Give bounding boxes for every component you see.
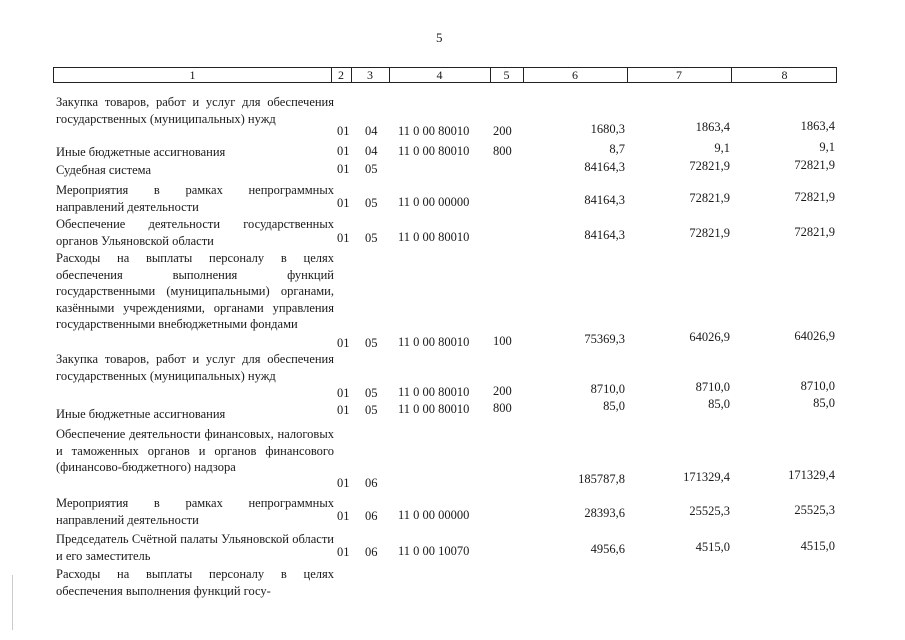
cell-csr: 11 0 00 80010 — [398, 402, 470, 416]
cell-pr: 05 — [365, 162, 378, 176]
cell-col7: 64026,9 — [689, 330, 730, 344]
cell-col8: 85,0 — [813, 396, 835, 410]
cell-vr: 200 — [493, 124, 512, 138]
cell-col8: 4515,0 — [800, 539, 835, 553]
cell-col8: 25525,3 — [794, 503, 835, 517]
cell-rz: 01 — [337, 162, 350, 176]
cell-col8: 72821,9 — [794, 158, 835, 172]
row-description: Мероприятия в рамках непрограммных направлений деятельности — [56, 183, 334, 214]
cell-rz: 01 — [337, 124, 350, 138]
row-description: Обеспечение деятельности государственных органов Ульяновской области — [56, 217, 334, 248]
cell-col7: 25525,3 — [689, 504, 730, 518]
cell-col8: 72821,9 — [794, 225, 835, 239]
cell-col6: 84164,3 — [584, 160, 625, 174]
header-col-4: 4 — [436, 68, 443, 82]
header-col-6: 6 — [572, 68, 578, 82]
cell-csr: 11 0 00 80010 — [398, 144, 470, 158]
row-description: Обеспечение деятельности финансовых, налоговых и таможенных органов и органов финансового (финансово-бюджетного) надзора — [56, 427, 334, 475]
cell-col8: 8710,0 — [800, 379, 835, 393]
cell-pr: 05 — [365, 196, 378, 210]
row-description: Закупка товаров, работ и услуг для обеспечения государственных (муниципальных) нужд — [56, 352, 334, 383]
cell-rz: 01 — [337, 476, 350, 490]
cell-rz: 01 — [337, 509, 350, 523]
cell-col7: 85,0 — [708, 397, 730, 411]
header-col-3: 3 — [367, 68, 373, 82]
cell-vr: 800 — [493, 144, 512, 158]
cell-col7: 1863,4 — [695, 120, 730, 134]
cell-pr: 05 — [365, 231, 378, 245]
cell-rz: 01 — [337, 386, 350, 400]
cell-rz: 01 — [337, 403, 350, 417]
row-description: Председатель Счётной палаты Ульяновской области и его заместитель — [56, 532, 334, 563]
row-description: Иные бюджетные ассигнования — [56, 407, 226, 421]
cell-col7: 72821,9 — [689, 191, 730, 205]
row-description: Расходы на выплаты персоналу в целях обеспечения выполнения функций госу- — [56, 567, 334, 598]
cell-rz: 01 — [337, 231, 350, 245]
cell-col7: 72821,9 — [689, 226, 730, 240]
cell-pr: 04 — [365, 124, 378, 138]
cell-col8: 1863,4 — [800, 119, 835, 133]
row-description: Иные бюджетные ассигнования — [56, 145, 226, 159]
row-description: Расходы на выплаты персоналу в целях обеспечения выполнения функций государственными (муниципальными) органами, казёнными учреждениями, органами управления государственными внебюджетными фондами — [56, 251, 334, 332]
row-description: Закупка товаров, работ и услуг для обеспечения государственных (муниципальных) нужд — [56, 95, 334, 126]
header-col-2: 2 — [338, 68, 344, 82]
cell-rz: 01 — [337, 336, 350, 350]
table-header — [53, 67, 837, 83]
row-description: Судебная система — [56, 163, 152, 177]
scan-margin-line — [12, 575, 13, 630]
cell-csr: 11 0 00 80010 — [398, 124, 470, 138]
cell-vr: 100 — [493, 334, 512, 348]
cell-col8: 64026,9 — [794, 329, 835, 343]
cell-pr: 06 — [365, 476, 378, 490]
cell-col8: 9,1 — [819, 140, 835, 154]
cell-col6: 4956,6 — [590, 542, 625, 556]
cell-csr: 11 0 00 10070 — [398, 544, 470, 558]
cell-rz: 01 — [337, 196, 350, 210]
cell-col6: 185787,8 — [578, 472, 625, 486]
cell-csr: 11 0 00 80010 — [398, 230, 470, 244]
cell-col6: 75369,3 — [584, 332, 625, 346]
header-col-7: 7 — [676, 68, 682, 82]
cell-col6: 84164,3 — [584, 193, 625, 207]
cell-col7: 8710,0 — [695, 380, 730, 394]
cell-vr: 200 — [493, 384, 512, 398]
cell-col8: 171329,4 — [788, 468, 835, 482]
cell-col6: 8710,0 — [590, 382, 625, 396]
page-number: 5 — [436, 30, 443, 45]
cell-col7: 4515,0 — [695, 540, 730, 554]
cell-col8: 72821,9 — [794, 190, 835, 204]
cell-pr: 04 — [365, 144, 378, 158]
cell-vr: 800 — [493, 401, 512, 415]
cell-col6: 8,7 — [609, 142, 625, 156]
cell-col7: 72821,9 — [689, 159, 730, 173]
cell-csr: 11 0 00 00000 — [398, 508, 470, 522]
header-col-1: 1 — [189, 68, 196, 82]
cell-col7: 171329,4 — [683, 470, 730, 484]
cell-col6: 85,0 — [603, 399, 625, 413]
header-col-5: 5 — [503, 68, 510, 82]
cell-pr: 06 — [365, 509, 378, 523]
cell-col6: 1680,3 — [590, 122, 625, 136]
cell-csr: 11 0 00 80010 — [398, 385, 470, 399]
cell-csr: 11 0 00 80010 — [398, 335, 470, 349]
cell-pr: 05 — [365, 336, 378, 350]
cell-col6: 84164,3 — [584, 228, 625, 242]
row-description: Мероприятия в рамках непрограммных направлений деятельности — [56, 496, 334, 527]
cell-rz: 01 — [337, 144, 350, 158]
cell-csr: 11 0 00 00000 — [398, 195, 470, 209]
cell-rz: 01 — [337, 545, 350, 559]
cell-col7: 9,1 — [714, 141, 730, 155]
cell-pr: 05 — [365, 386, 378, 400]
cell-pr: 06 — [365, 545, 378, 559]
header-col-8: 8 — [781, 68, 788, 82]
cell-pr: 05 — [365, 403, 378, 417]
cell-col6: 28393,6 — [584, 506, 625, 520]
